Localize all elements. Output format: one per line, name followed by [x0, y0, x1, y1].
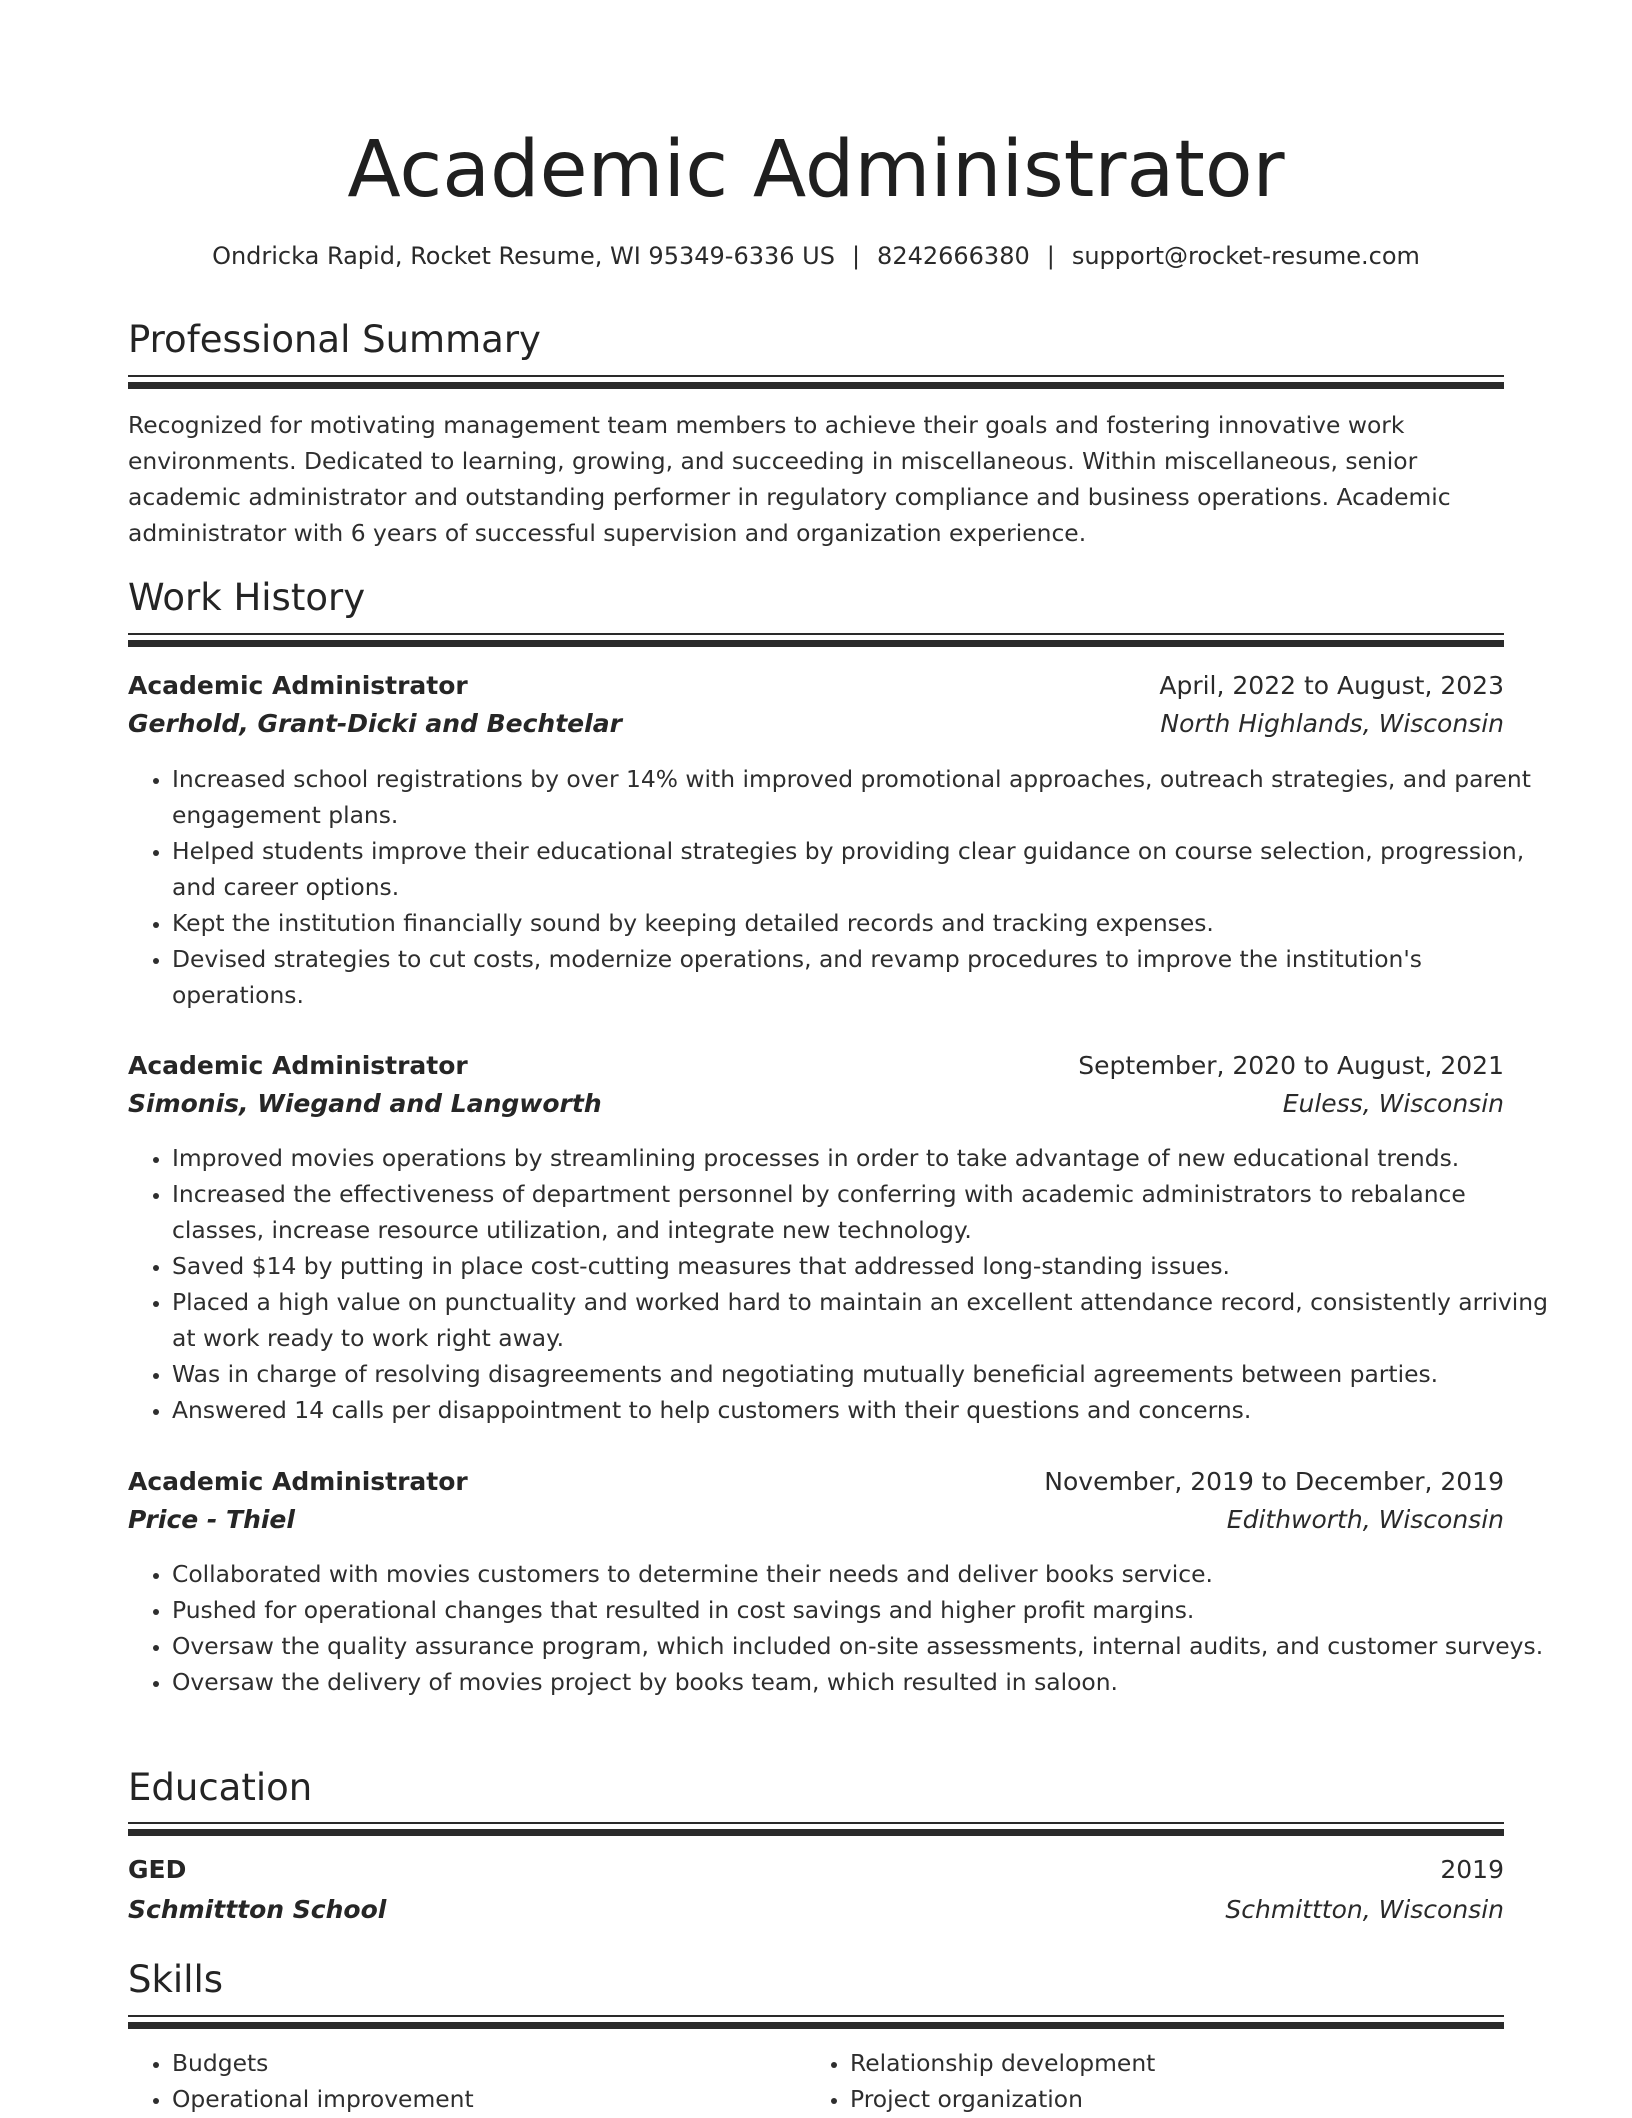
education-school: Schmittton School [128, 1895, 387, 1924]
summary-text: Recognized for motivating management team members to achieve their goals and fostering innovative work environments. Dedicated to learning, growing, and succeeding in miscellaneous. Within miscellaneous, senior academic administrator and outstanding performer in regulatory compliance and business operations. Academic administrator with 6 years of successful supervision and organization experience. [128, 411, 1451, 547]
list-item: • Placed a high value on punctuality and worked hard to maintain an excellent attendance record, consistently arriving at work ready to work right away. [172, 1284, 1548, 1356]
job-header [128, 1048, 1504, 1084]
section-divider [128, 2022, 1504, 2029]
section-divider [128, 633, 1504, 635]
list-item: • Oversaw the delivery of movies project by books team, which resulted in saloon. [172, 1664, 1548, 1700]
job-bullets [128, 1140, 1548, 1428]
job-subheader [128, 1086, 1504, 1122]
job-bullets [128, 761, 1548, 1013]
list-item: • Helped students improve their educational strategies by providing clear guidance on course selection, progression, and career options. [172, 833, 1548, 905]
contact-line [128, 240, 1504, 272]
job-location: North Highlands, Wisconsin [1160, 709, 1504, 738]
skills-heading: Skills [128, 1958, 224, 2001]
job-dates: September, 2020 to August, 2021 [1078, 1051, 1504, 1080]
job-dates: April, 2022 to August, 2023 [1159, 671, 1504, 700]
job-title: Academic Administrator [128, 1051, 468, 1080]
work-history-heading: Work History [128, 576, 366, 619]
section-divider [128, 375, 1504, 377]
job-dates: November, 2019 to December, 2019 [1044, 1467, 1504, 1496]
job-subheader [128, 1502, 1504, 1538]
education-degree: GED [128, 1855, 187, 1884]
job-company: Simonis, Wiegand and Langworth [128, 1089, 602, 1118]
education-subheader [128, 1892, 1504, 1928]
list-item: • Devised strategies to cut costs, modernize operations, and revamp procedures to improve the institution's operations. [172, 941, 1548, 1013]
skills-list-right [806, 2045, 1632, 2117]
education-location: Schmittton, Wisconsin [1225, 1895, 1504, 1924]
list-item: • Saved $14 by putting in place cost-cutting measures that addressed long-standing issues. [172, 1248, 1548, 1284]
job-title: Academic Administrator [128, 1467, 468, 1496]
list-item: • Answered 14 calls per disappointment to help customers with their questions and concerns. [172, 1392, 1548, 1428]
education-year: 2019 [1440, 1855, 1504, 1884]
section-divider [128, 1822, 1504, 1824]
skill-item: • Operational improvement [172, 2081, 1548, 2117]
job-subheader [128, 706, 1504, 742]
section-divider [128, 1829, 1504, 1836]
list-item: • Pushed for operational changes that resulted in cost savings and higher profit margins. [172, 1592, 1548, 1628]
resume-title: Academic Administrator [347, 125, 1285, 215]
job-location: Euless, Wisconsin [1282, 1089, 1504, 1118]
list-item: • Increased the effectiveness of department personnel by conferring with academic administrators to rebalance classes, increase resource utilization, and integrate new technology. [172, 1176, 1548, 1248]
contact-email: support@rocket-resume.com [1071, 242, 1420, 270]
job-location: Edithworth, Wisconsin [1226, 1505, 1504, 1534]
job-company: Gerhold, Grant-Dicki and Bechtelar [128, 709, 622, 738]
job-title: Academic Administrator [128, 671, 468, 700]
list-item: • Was in charge of resolving disagreements and negotiating mutually beneficial agreements between parties. [172, 1356, 1548, 1392]
contact-phone: 8242666380 [877, 242, 1030, 270]
job-header [128, 1464, 1504, 1500]
section-divider [128, 382, 1504, 389]
list-item: • Kept the institution financially sound by keeping detailed records and tracking expenses. [172, 905, 1548, 941]
job-company: Price - Thiel [128, 1505, 295, 1534]
list-item: • Collaborated with movies customers to determine their needs and deliver books service. [172, 1556, 1548, 1592]
list-item: • Improved movies operations by streamlining processes in order to take advantage of new educational trends. [172, 1140, 1548, 1176]
education-header [128, 1852, 1504, 1888]
contact-separator: | [851, 242, 861, 270]
section-divider [128, 640, 1504, 647]
list-item: • Increased school registrations by over 14% with improved promotional approaches, outreach strategies, and parent engagement plans. [172, 761, 1548, 833]
contact-separator: | [1046, 242, 1055, 270]
summary-heading: Professional Summary [128, 318, 541, 361]
skill-item: • Project organization [850, 2081, 1632, 2117]
section-divider [128, 2015, 1504, 2017]
job-header [128, 668, 1504, 704]
education-heading: Education [128, 1766, 313, 1809]
skill-item: • Relationship development [850, 2045, 1632, 2081]
list-item: • Oversaw the quality assurance program, which included on-site assessments, internal audits, and customer surveys. [172, 1628, 1548, 1664]
contact-address: Ondricka Rapid, Rocket Resume, WI 95349-6336 US [212, 242, 835, 270]
skill-item: • Budgets [172, 2045, 1548, 2081]
job-bullets [128, 1556, 1548, 1700]
